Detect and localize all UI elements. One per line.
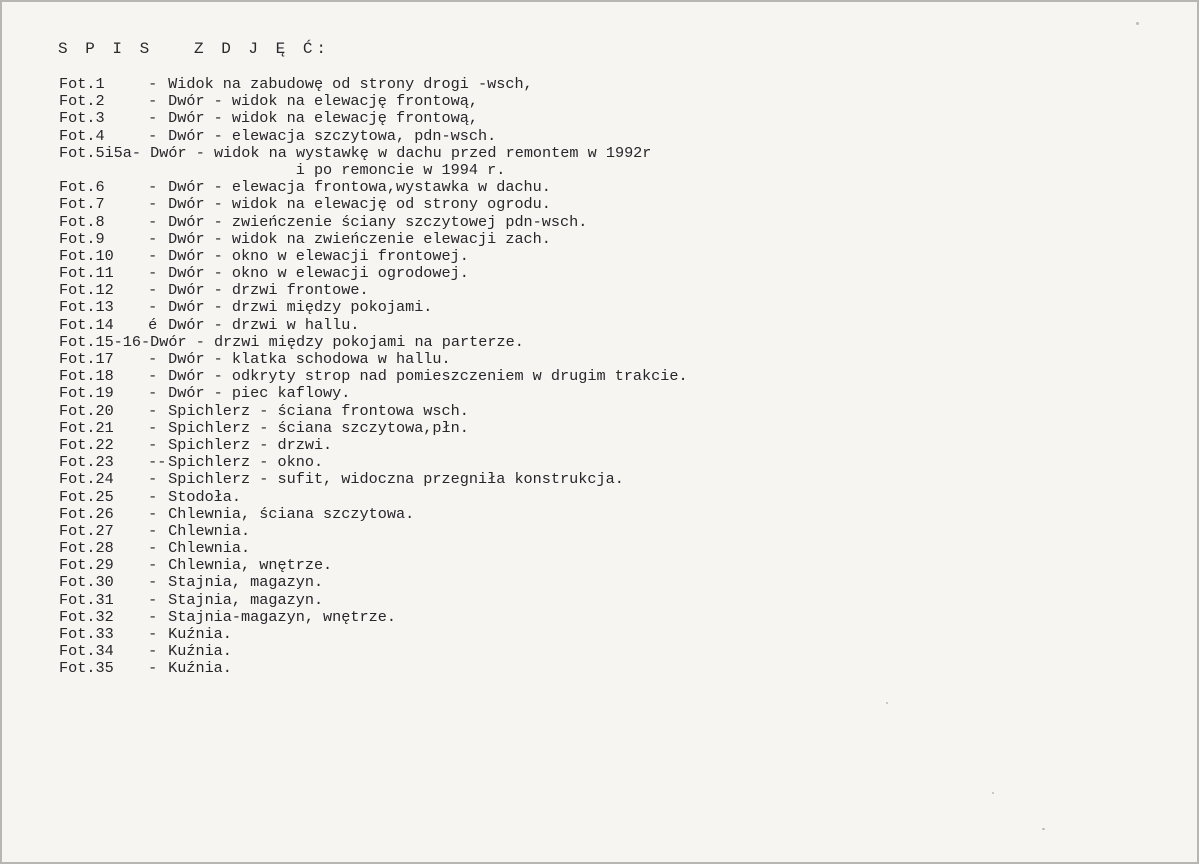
photo-description: Dwór - drzwi frontowe.	[159, 281, 369, 300]
list-item	[59, 162, 688, 179]
paper-speck	[1042, 828, 1045, 830]
photo-separator: -	[139, 75, 158, 93]
photo-number: Fot.4	[59, 126, 105, 145]
list-item	[59, 196, 688, 213]
photo-description: Dwór - drzwi między pokojami.	[159, 298, 433, 317]
list-item	[59, 317, 688, 334]
photo-description: Dwór - elewacja frontowa,wystawka w dachu.	[159, 178, 551, 197]
photo-number: Fot.21	[59, 418, 114, 437]
photo-description: Dwór - piec kaflowy.	[159, 384, 351, 403]
photo-description: Dwór - widok na elewację frontową,	[159, 109, 478, 128]
photo-number: Fot.24	[59, 470, 114, 489]
photo-list	[59, 76, 688, 678]
list-item	[59, 110, 688, 127]
photo-separator: -	[139, 92, 158, 111]
list-item	[59, 403, 688, 420]
photo-description: Stajnia, magazyn.	[159, 573, 324, 592]
photo-number: Fot.15-16-	[59, 332, 151, 351]
list-item	[59, 592, 688, 609]
list-item	[59, 93, 688, 110]
photo-separator: -	[139, 126, 158, 145]
photo-separator: -	[139, 178, 158, 197]
photo-separator: -	[139, 195, 158, 214]
photo-number: Fot.1	[59, 75, 105, 93]
photo-separator: -	[139, 367, 158, 386]
photo-description: Dwór - widok na zwieńczenie elewacji zach.	[159, 229, 551, 248]
photo-separator: -	[139, 590, 158, 609]
photo-separator: -	[139, 642, 158, 661]
photo-separator: -	[139, 539, 158, 558]
photo-number: Fot.2	[59, 92, 105, 111]
photo-description: Dwór - okno w elewacji ogrodowej.	[159, 264, 469, 283]
photo-separator: -	[139, 281, 158, 300]
photo-number: Fot.17	[59, 350, 114, 368]
photo-description: Dwór - klatka schodowa w hallu.	[159, 350, 451, 368]
photo-number: Fot.35	[59, 659, 114, 678]
photo-description: Chlewnia, ściana szczytowa.	[159, 504, 415, 523]
photo-description: Dwór - widok na wystawkę w dachu przed remontem w 1992r	[141, 143, 652, 162]
document-heading: S P I S Z D J Ę Ć:	[58, 40, 331, 58]
paper-speck	[992, 792, 994, 794]
list-item	[59, 471, 688, 488]
photo-number: Fot.19	[59, 384, 114, 403]
photo-number: Fot.9	[59, 229, 105, 248]
photo-separator: -	[139, 470, 158, 489]
photo-separator: -	[139, 212, 158, 231]
photo-number	[59, 162, 139, 179]
photo-description: Stodoła.	[159, 487, 242, 506]
photo-number: Fot.18	[59, 367, 114, 386]
list-item	[59, 334, 688, 351]
list-item	[59, 282, 688, 299]
list-item	[59, 385, 688, 402]
photo-separator: -	[139, 298, 158, 317]
list-item	[59, 540, 688, 557]
list-item	[59, 454, 688, 471]
photo-separator: -	[139, 350, 158, 368]
photo-separator: -	[139, 246, 158, 265]
photo-number: Fot.25	[59, 487, 114, 506]
list-item	[59, 574, 688, 591]
photo-description: Widok na zabudowę od strony drogi -wsch,	[159, 75, 533, 93]
photo-separator: -	[139, 384, 158, 403]
list-item	[59, 660, 688, 677]
photo-number: Fot.34	[59, 642, 114, 661]
photo-number: Fot.13	[59, 298, 114, 317]
photo-description: Dwór - odkryty strop nad pomieszczeniem w drugim trakcie.	[159, 367, 688, 386]
photo-description: Chlewnia.	[159, 539, 251, 558]
photo-separator: -	[139, 109, 158, 128]
photo-description: Dwór - widok na elewację od strony ogrodu.	[159, 195, 551, 214]
photo-number: Fot.22	[59, 435, 114, 454]
photo-number: Fot.32	[59, 607, 114, 626]
photo-description: Dwór - widok na elewację frontową,	[159, 92, 478, 111]
list-item	[59, 351, 688, 368]
photo-separator: -	[139, 401, 158, 420]
photo-number: Fot.11	[59, 264, 114, 283]
photo-separator	[139, 162, 159, 179]
list-item	[59, 489, 688, 506]
photo-description: Spichlerz - ściana szczytowa,płn.	[159, 418, 469, 437]
list-item	[59, 299, 688, 316]
list-item	[59, 128, 688, 145]
photo-number: Fot.10	[59, 246, 114, 265]
photo-description: i po remoncie w 1994 r.	[159, 160, 506, 179]
list-item	[59, 368, 688, 385]
photo-description: Spichlerz - drzwi.	[159, 435, 333, 454]
list-item	[59, 420, 688, 437]
photo-separator: -	[139, 487, 158, 506]
list-item	[59, 626, 688, 643]
list-item	[59, 609, 688, 626]
photo-number: Fot.29	[59, 556, 114, 575]
list-item	[59, 557, 688, 574]
photo-number: Fot.7	[59, 195, 105, 214]
photo-description: Chlewnia.	[159, 521, 251, 540]
photo-number: Fot.3	[59, 109, 105, 128]
list-item	[59, 214, 688, 231]
photo-separator: -	[139, 556, 158, 575]
list-item	[59, 437, 688, 454]
photo-number: Fot.6	[59, 178, 105, 197]
photo-description: Stajnia-magazyn, wnętrze.	[159, 607, 396, 626]
photo-number: Fot.33	[59, 625, 114, 643]
photo-description: Chlewnia, wnętrze.	[159, 556, 333, 575]
photo-number: Fot.31	[59, 590, 114, 609]
paper-speck	[886, 702, 888, 704]
photo-separator: -	[139, 521, 158, 540]
list-item	[59, 506, 688, 523]
photo-description: Spichlerz - ściana frontowa wsch.	[159, 401, 469, 420]
photo-number: Fot.26	[59, 504, 114, 523]
photo-description: Kuźnia.	[159, 642, 232, 661]
photo-separator: -	[139, 573, 158, 592]
photo-separator: -	[139, 659, 158, 678]
photo-description: Spichlerz - okno.	[159, 453, 324, 472]
photo-description: Spichlerz - sufit, widoczna przegniła konstrukcja.	[159, 470, 624, 489]
photo-number: Fot.30	[59, 573, 114, 592]
paper-speck	[1136, 22, 1139, 25]
photo-number: Fot.23	[59, 453, 114, 472]
photo-description: Dwór - zwieńczenie ściany szczytowej pdn-wsch.	[159, 212, 588, 231]
photo-separator: --	[139, 453, 167, 472]
list-item	[59, 231, 688, 248]
photo-number: Fot.27	[59, 521, 114, 540]
photo-description: Kuźnia.	[159, 625, 232, 643]
photo-description: Dwór - drzwi między pokojami na parterze.	[150, 332, 524, 351]
photo-separator: -	[139, 504, 158, 523]
photo-separator: -	[139, 229, 158, 248]
photo-separator: é	[139, 315, 158, 334]
photo-description: Stajnia, magazyn.	[159, 590, 324, 609]
photo-number: Fot.14	[59, 315, 114, 334]
photo-number: Fot.5i5a-	[59, 143, 142, 162]
photo-number: Fot.20	[59, 401, 114, 420]
photo-separator: -	[139, 435, 158, 454]
list-item	[59, 76, 688, 93]
list-item	[59, 643, 688, 660]
list-item	[59, 179, 688, 196]
photo-number: Fot.8	[59, 212, 105, 231]
photo-description: Dwór - okno w elewacji frontowej.	[159, 246, 469, 265]
photo-separator: -	[139, 418, 158, 437]
list-item	[59, 523, 688, 540]
list-item	[59, 145, 688, 162]
list-item	[59, 248, 688, 265]
list-item	[59, 265, 688, 282]
photo-description: Dwór - elewacja szczytowa, pdn-wsch.	[159, 126, 497, 145]
photo-description: Dwór - drzwi w hallu.	[159, 315, 360, 334]
photo-number: Fot.28	[59, 539, 114, 558]
photo-separator: -	[139, 264, 158, 283]
photo-separator: -	[139, 607, 158, 626]
photo-number: Fot.12	[59, 281, 114, 300]
photo-description: Kuźnia.	[159, 659, 232, 678]
photo-separator: -	[139, 625, 158, 643]
